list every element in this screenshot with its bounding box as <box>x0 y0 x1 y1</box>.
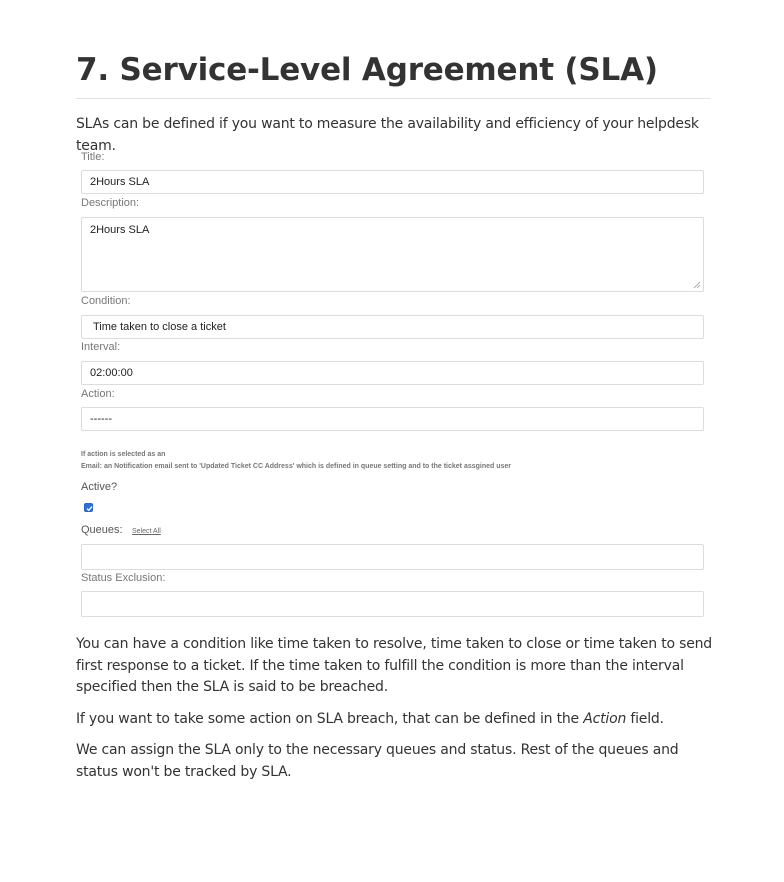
description-textarea[interactable] <box>81 217 704 292</box>
active-label: Active? <box>81 481 118 493</box>
condition-label: Condition: <box>81 295 131 307</box>
resize-grip-icon[interactable] <box>693 281 701 289</box>
action-paragraph-text-2: field. <box>626 711 664 727</box>
status-exclusion-select[interactable] <box>81 591 704 617</box>
intro-paragraph: SLAs can be defined if you want to measure the availability and efficiency of your helpdesk team. <box>76 116 699 154</box>
title-label: Title: <box>81 151 105 163</box>
action-label: Action: <box>81 388 115 400</box>
queues-paragraph: We can assign the SLA only to the necessary queues and status. Rest of the queues and status won't be tracked by SLA. <box>76 742 679 780</box>
description-label: Description: <box>81 197 140 209</box>
interval-label: Interval: <box>81 341 121 353</box>
select-all-link[interactable]: Select All <box>132 528 161 535</box>
action-paragraph <box>76 709 716 731</box>
action-field-emphasis: Action <box>583 711 627 727</box>
action-help-line-1: If action is selected as an <box>81 451 166 458</box>
title-input[interactable]: 2Hours SLA <box>81 170 704 194</box>
action-select[interactable]: ------ <box>81 407 704 431</box>
status-exclusion-label: Status Exclusion: <box>81 572 166 584</box>
condition-select[interactable]: Time taken to close a ticket <box>81 315 704 339</box>
title-divider <box>76 98 711 99</box>
queues-label: Queues: <box>81 524 123 536</box>
description-text: 2Hours SLA <box>90 224 150 236</box>
queues-select[interactable] <box>81 544 704 570</box>
action-help-line-2: Email: an Notification email sent to 'Updated Ticket CC Address' which is defined in queue setting and to the ticket assgined user <box>81 463 512 470</box>
page-title: 7. Service-Level Agreement (SLA) <box>76 52 658 88</box>
active-checkbox[interactable] <box>84 503 93 512</box>
interval-input[interactable]: 02:00:00 <box>81 361 704 385</box>
action-paragraph-text-1: If you want to take some action on SLA breach, that can be defined in the <box>76 711 584 727</box>
condition-paragraph: You can have a condition like time taken to resolve, time taken to close or time taken to send first response to a ticket. If the time taken to fulfill the condition is more than the interval specified then the SLA is said to be breached. <box>76 636 712 695</box>
checkmark-icon <box>85 504 94 513</box>
